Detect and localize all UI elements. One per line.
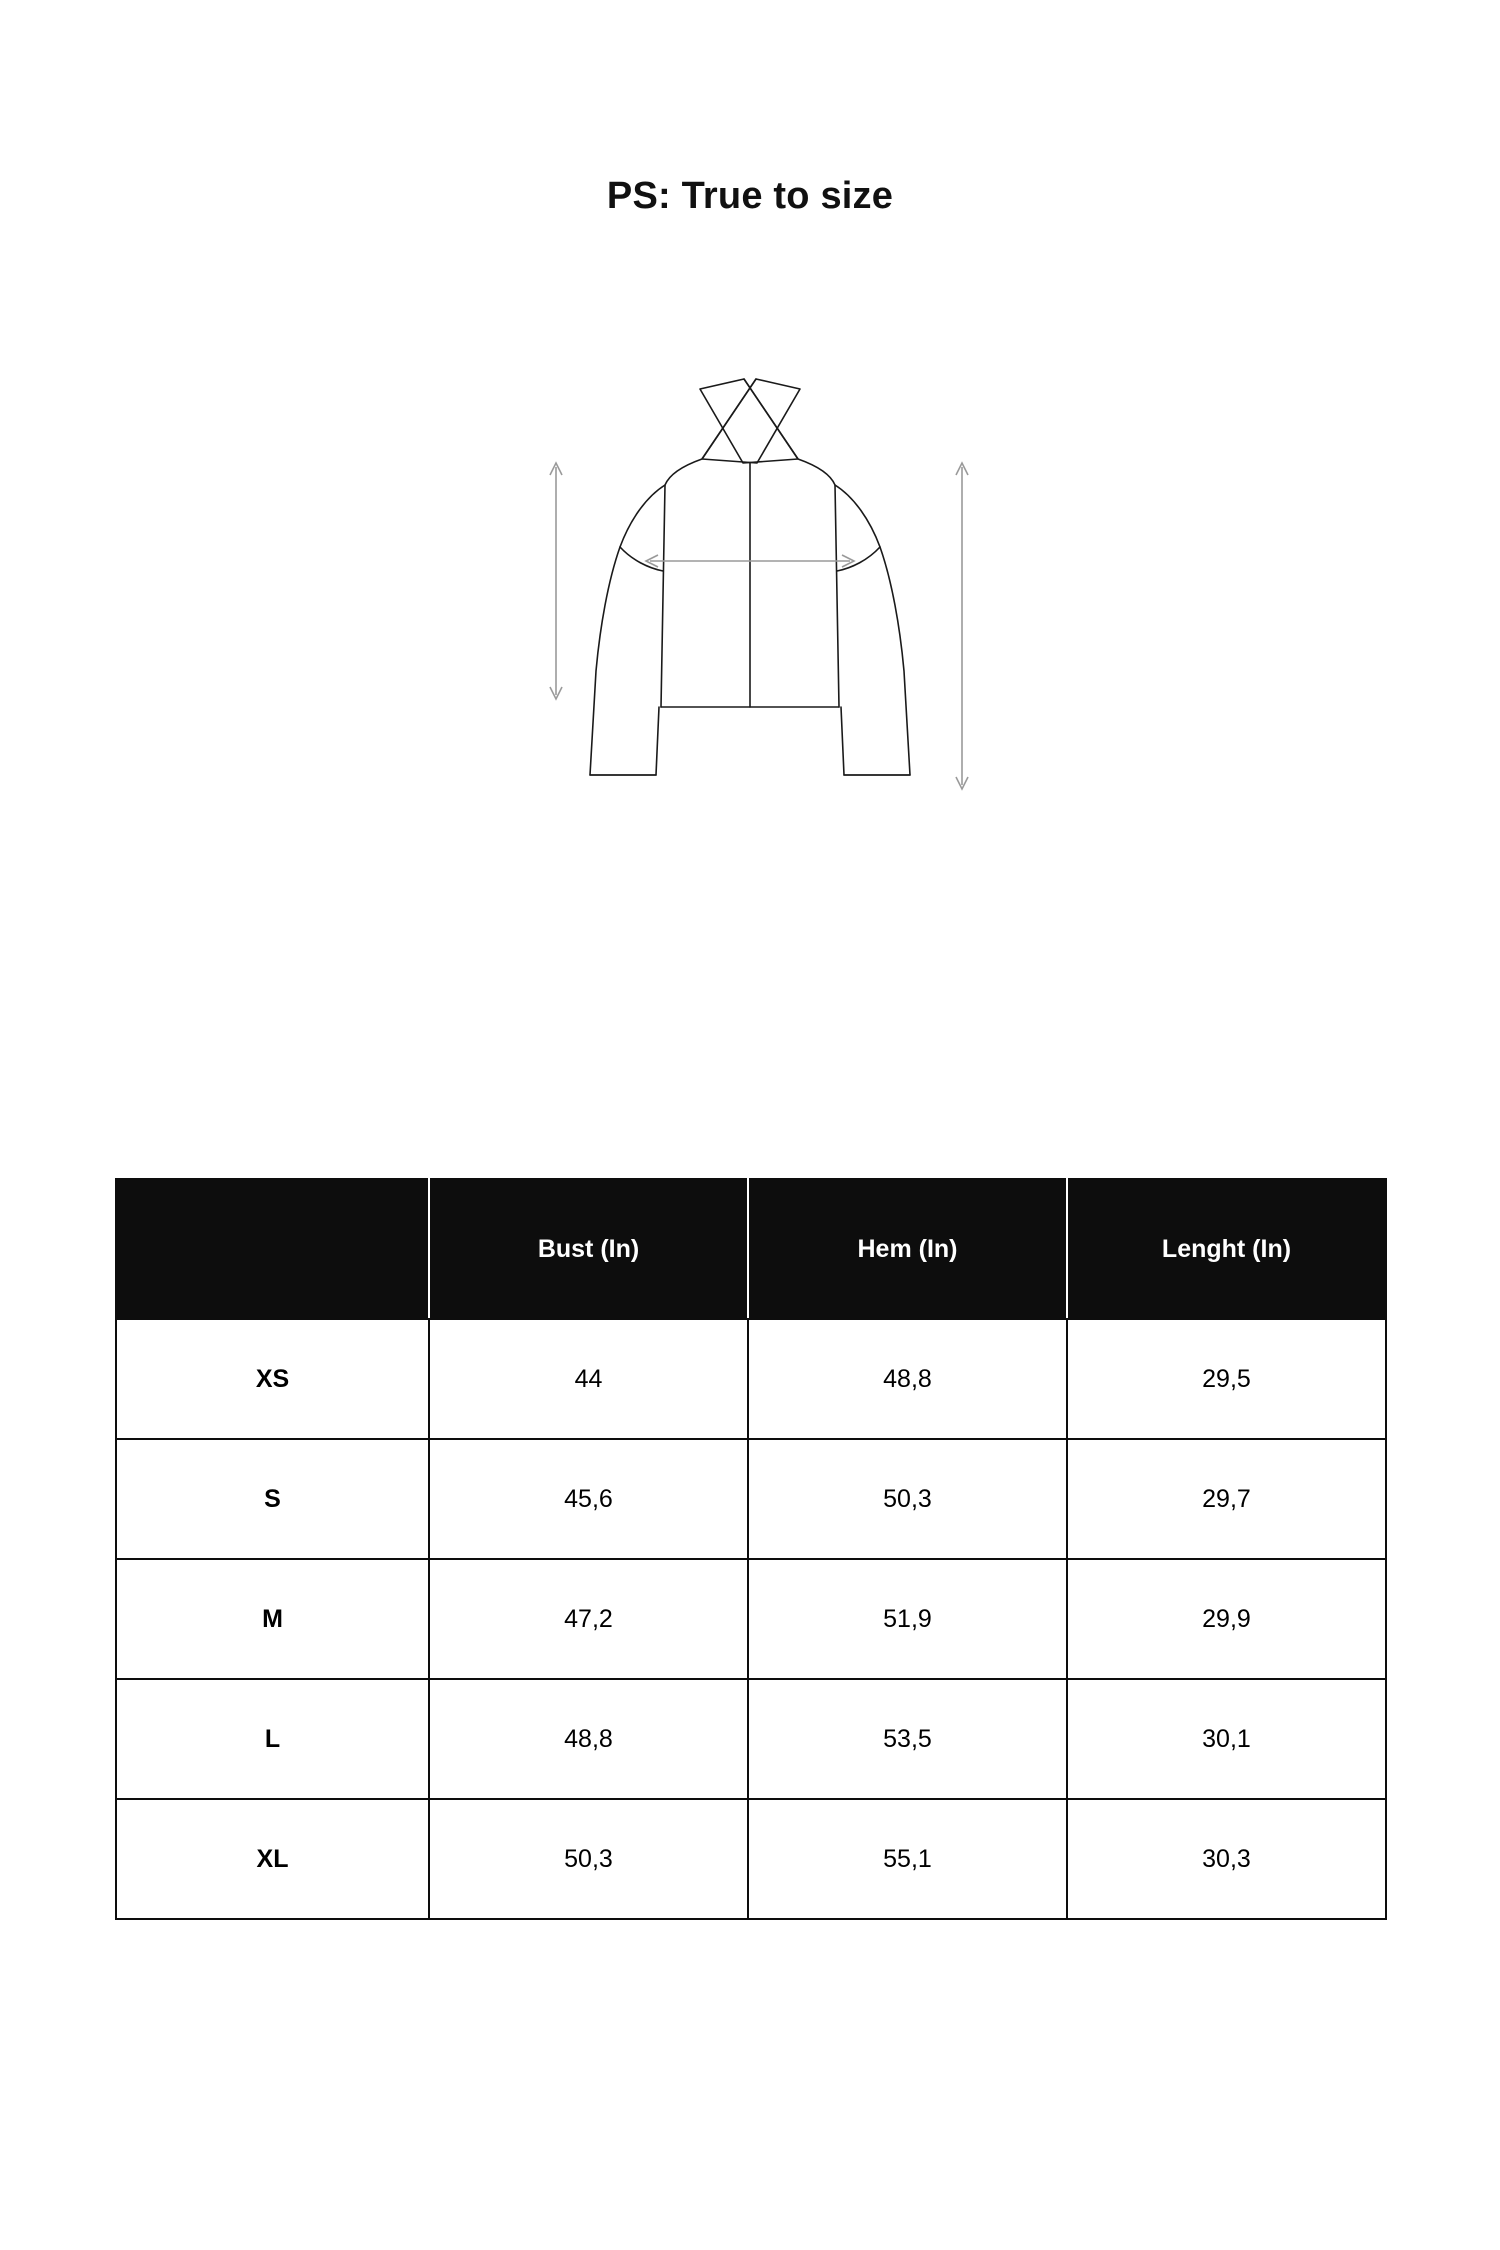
length-right-arrow [956,463,968,789]
row-length-value: 29,7 [1067,1439,1386,1559]
table-header-row [116,1179,1386,1319]
row-hem-value: 50,3 [748,1439,1067,1559]
size-table [115,1178,1387,1920]
row-bust-value: 48,8 [429,1679,748,1799]
row-hem-value: 48,8 [748,1319,1067,1439]
table-header-bust: Bust (In) [429,1179,748,1319]
row-bust-value: 45,6 [429,1439,748,1559]
row-size-label: L [116,1679,429,1799]
cropped-jacket-technical-drawing [470,355,1030,955]
table-row [116,1799,1386,1919]
table-row [116,1679,1386,1799]
row-hem-value: 55,1 [748,1799,1067,1919]
garment-diagram [0,355,1500,975]
table-header-length: Lenght (In) [1067,1179,1386,1319]
row-length-value: 30,1 [1067,1679,1386,1799]
size-chart [115,1178,1385,1920]
table-row [116,1319,1386,1439]
row-hem-value: 51,9 [748,1559,1067,1679]
page-title: PS: True to size [606,175,894,217]
table-header-hem: Hem (In) [748,1179,1067,1319]
row-length-value: 30,3 [1067,1799,1386,1919]
size-table-body [116,1319,1386,1919]
row-size-label: S [116,1439,429,1559]
table-row [116,1559,1386,1679]
row-bust-value: 47,2 [429,1559,748,1679]
row-size-label: XL [116,1799,429,1919]
measurement-arrows [550,463,968,789]
row-bust-value: 44 [429,1319,748,1439]
row-size-label: XS [116,1319,429,1439]
row-size-label: M [116,1559,429,1679]
table-header-size [116,1179,429,1319]
row-hem-value: 53,5 [748,1679,1067,1799]
size-table-head [116,1179,1386,1319]
table-row [116,1439,1386,1559]
jacket-outline [590,379,910,775]
row-length-value: 29,5 [1067,1319,1386,1439]
row-length-value: 29,9 [1067,1559,1386,1679]
length-left-arrow [550,463,562,699]
row-bust-value: 50,3 [429,1799,748,1919]
